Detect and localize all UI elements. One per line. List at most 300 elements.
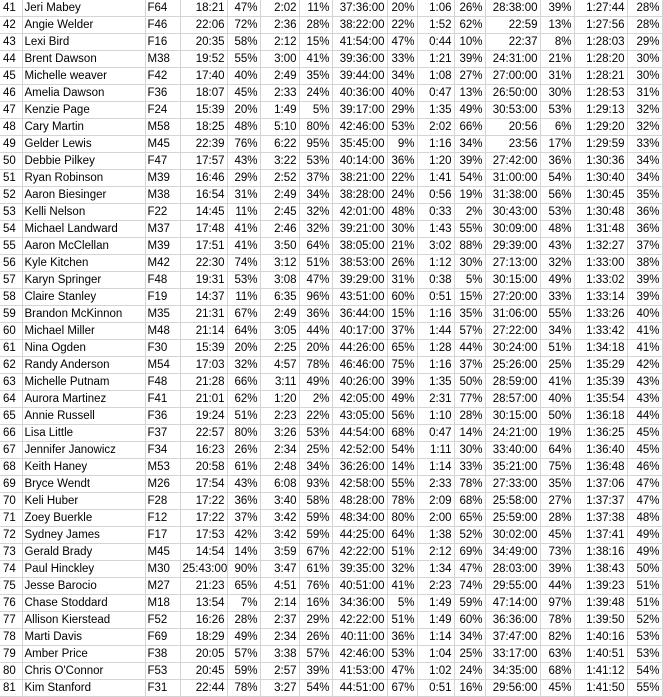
place-cell[interactable]: 49 — [0, 136, 22, 153]
t2-time-cell[interactable]: 0:44 — [417, 34, 454, 51]
bike-time-cell[interactable]: 35:45:00 — [332, 136, 387, 153]
t1-time-cell[interactable]: 3:26 — [260, 425, 299, 442]
run-pct-cell[interactable]: 45% — [540, 680, 574, 697]
run-pct-cell[interactable]: 53% — [540, 102, 574, 119]
bike-time-cell[interactable]: 38:05:00 — [332, 238, 387, 255]
place-cell[interactable]: 65 — [0, 408, 22, 425]
total-time-cell[interactable]: 1:38:16 — [574, 544, 627, 561]
t2-pct-cell[interactable]: 19% — [454, 187, 485, 204]
total-pct-cell[interactable]: 46% — [627, 459, 662, 476]
t2-time-cell[interactable]: 1:08 — [417, 68, 454, 85]
t2-time-cell[interactable]: 1:16 — [417, 357, 454, 374]
division-cell[interactable]: F16 — [145, 34, 180, 51]
place-cell[interactable]: 58 — [0, 289, 22, 306]
swim-time-cell[interactable]: 21:28 — [180, 374, 227, 391]
total-pct-cell[interactable]: 35% — [627, 187, 662, 204]
name-cell[interactable]: Amelia Dawson — [22, 85, 145, 102]
division-cell[interactable]: M35 — [145, 306, 180, 323]
name-cell[interactable]: Randy Anderson — [22, 357, 145, 374]
t2-pct-cell[interactable]: 59% — [454, 595, 485, 612]
run-time-cell[interactable]: 24:31:00 — [485, 51, 540, 68]
t2-pct-cell[interactable]: 60% — [454, 612, 485, 629]
swim-time-cell[interactable]: 21:31 — [180, 306, 227, 323]
total-pct-cell[interactable]: 28% — [627, 0, 662, 17]
bike-time-cell[interactable]: 38:22:00 — [332, 17, 387, 34]
run-pct-cell[interactable]: 28% — [540, 510, 574, 527]
t2-pct-cell[interactable]: 44% — [454, 340, 485, 357]
t1-pct-cell[interactable]: 5% — [299, 102, 332, 119]
bike-time-cell[interactable]: 41:54:00 — [332, 34, 387, 51]
t1-pct-cell[interactable]: 11% — [299, 0, 332, 17]
swim-time-cell[interactable]: 21:01 — [180, 391, 227, 408]
total-pct-cell[interactable]: 44% — [627, 408, 662, 425]
swim-pct-cell[interactable]: 65% — [227, 578, 260, 595]
name-cell[interactable]: Michelle weaver — [22, 68, 145, 85]
t2-pct-cell[interactable]: 77% — [454, 391, 485, 408]
name-cell[interactable]: Keli Huber — [22, 493, 145, 510]
swim-pct-cell[interactable]: 74% — [227, 255, 260, 272]
total-time-cell[interactable]: 1:30:36 — [574, 153, 627, 170]
name-cell[interactable]: Gelder Lewis — [22, 136, 145, 153]
bike-pct-cell[interactable]: 54% — [387, 442, 417, 459]
total-time-cell[interactable]: 1:31:48 — [574, 221, 627, 238]
place-cell[interactable]: 56 — [0, 255, 22, 272]
bike-time-cell[interactable]: 39:17:00 — [332, 102, 387, 119]
t1-pct-cell[interactable]: 35% — [299, 68, 332, 85]
name-cell[interactable]: Jesse Barocio — [22, 578, 145, 595]
place-cell[interactable]: 50 — [0, 153, 22, 170]
name-cell[interactable]: Aaron McClellan — [22, 238, 145, 255]
place-cell[interactable]: 77 — [0, 612, 22, 629]
swim-pct-cell[interactable]: 42% — [227, 527, 260, 544]
place-cell[interactable]: 68 — [0, 459, 22, 476]
run-time-cell[interactable]: 27:00:00 — [485, 68, 540, 85]
t1-pct-cell[interactable]: 64% — [299, 238, 332, 255]
name-cell[interactable]: Angie Welder — [22, 17, 145, 34]
t2-time-cell[interactable]: 2:00 — [417, 510, 454, 527]
t2-time-cell[interactable]: 1:38 — [417, 527, 454, 544]
t2-pct-cell[interactable]: 88% — [454, 238, 485, 255]
place-cell[interactable]: 75 — [0, 578, 22, 595]
division-cell[interactable]: M26 — [145, 476, 180, 493]
bike-pct-cell[interactable]: 47% — [387, 663, 417, 680]
t2-time-cell[interactable]: 1:14 — [417, 459, 454, 476]
t1-time-cell[interactable]: 6:08 — [260, 476, 299, 493]
bike-time-cell[interactable]: 37:36:00 — [332, 0, 387, 17]
t2-pct-cell[interactable]: 34% — [454, 629, 485, 646]
t2-pct-cell[interactable]: 62% — [454, 17, 485, 34]
division-cell[interactable]: M38 — [145, 51, 180, 68]
t1-pct-cell[interactable]: 76% — [299, 578, 332, 595]
bike-pct-cell[interactable]: 26% — [387, 255, 417, 272]
name-cell[interactable]: Gerald Brady — [22, 544, 145, 561]
swim-pct-cell[interactable]: 40% — [227, 68, 260, 85]
swim-time-cell[interactable]: 17:51 — [180, 238, 227, 255]
total-pct-cell[interactable]: 51% — [627, 578, 662, 595]
t2-pct-cell[interactable]: 65% — [454, 510, 485, 527]
swim-pct-cell[interactable]: 59% — [227, 663, 260, 680]
swim-time-cell[interactable]: 16:54 — [180, 187, 227, 204]
t1-pct-cell[interactable]: 24% — [299, 85, 332, 102]
swim-time-cell[interactable]: 17:48 — [180, 221, 227, 238]
run-time-cell[interactable]: 28:38:00 — [485, 0, 540, 17]
t1-time-cell[interactable]: 3:11 — [260, 374, 299, 391]
total-pct-cell[interactable]: 32% — [627, 119, 662, 136]
bike-pct-cell[interactable]: 41% — [387, 578, 417, 595]
t2-pct-cell[interactable]: 39% — [454, 153, 485, 170]
total-time-cell[interactable]: 1:29:20 — [574, 119, 627, 136]
name-cell[interactable]: Ryan Robinson — [22, 170, 145, 187]
swim-time-cell[interactable]: 22:57 — [180, 425, 227, 442]
place-cell[interactable]: 51 — [0, 170, 22, 187]
bike-pct-cell[interactable]: 56% — [387, 408, 417, 425]
t1-time-cell[interactable]: 2:45 — [260, 204, 299, 221]
swim-pct-cell[interactable]: 49% — [227, 629, 260, 646]
t1-pct-cell[interactable]: 54% — [299, 680, 332, 697]
t1-pct-cell[interactable]: 67% — [299, 544, 332, 561]
t2-time-cell[interactable]: 1:49 — [417, 595, 454, 612]
swim-pct-cell[interactable]: 11% — [227, 289, 260, 306]
t1-time-cell[interactable]: 6:35 — [260, 289, 299, 306]
t1-pct-cell[interactable]: 49% — [299, 374, 332, 391]
t2-pct-cell[interactable]: 68% — [454, 493, 485, 510]
t1-time-cell[interactable]: 2:23 — [260, 408, 299, 425]
bike-pct-cell[interactable]: 36% — [387, 629, 417, 646]
name-cell[interactable]: Cary Martin — [22, 119, 145, 136]
bike-pct-cell[interactable]: 31% — [387, 272, 417, 289]
t1-pct-cell[interactable]: 61% — [299, 561, 332, 578]
bike-time-cell[interactable]: 43:05:00 — [332, 408, 387, 425]
swim-pct-cell[interactable]: 67% — [227, 306, 260, 323]
bike-time-cell[interactable]: 41:53:00 — [332, 663, 387, 680]
division-cell[interactable]: F24 — [145, 102, 180, 119]
t1-time-cell[interactable]: 2:34 — [260, 629, 299, 646]
swim-time-cell[interactable]: 20:35 — [180, 34, 227, 51]
t2-time-cell[interactable]: 0:47 — [417, 425, 454, 442]
t1-time-cell[interactable]: 3:08 — [260, 272, 299, 289]
swim-time-cell[interactable]: 20:45 — [180, 663, 227, 680]
run-pct-cell[interactable]: 39% — [540, 561, 574, 578]
t1-time-cell[interactable]: 3:12 — [260, 255, 299, 272]
run-time-cell[interactable]: 31:00:00 — [485, 170, 540, 187]
total-pct-cell[interactable]: 30% — [627, 51, 662, 68]
division-cell[interactable]: M38 — [145, 187, 180, 204]
t1-time-cell[interactable]: 2:14 — [260, 595, 299, 612]
run-pct-cell[interactable]: 75% — [540, 459, 574, 476]
name-cell[interactable]: Aurora Martinez — [22, 391, 145, 408]
t1-time-cell[interactable]: 2:57 — [260, 663, 299, 680]
swim-pct-cell[interactable]: 57% — [227, 646, 260, 663]
run-pct-cell[interactable]: 82% — [540, 629, 574, 646]
division-cell[interactable]: F46 — [145, 17, 180, 34]
run-pct-cell[interactable]: 36% — [540, 153, 574, 170]
swim-time-cell[interactable]: 17:22 — [180, 493, 227, 510]
total-time-cell[interactable]: 1:33:00 — [574, 255, 627, 272]
t1-pct-cell[interactable]: 51% — [299, 255, 332, 272]
bike-pct-cell[interactable]: 65% — [387, 340, 417, 357]
place-cell[interactable]: 52 — [0, 187, 22, 204]
division-cell[interactable]: F37 — [145, 425, 180, 442]
swim-pct-cell[interactable]: 11% — [227, 204, 260, 221]
bike-pct-cell[interactable]: 53% — [387, 119, 417, 136]
run-time-cell[interactable]: 35:21:00 — [485, 459, 540, 476]
run-pct-cell[interactable]: 8% — [540, 34, 574, 51]
swim-time-cell[interactable]: 22:06 — [180, 17, 227, 34]
run-time-cell[interactable]: 31:06:00 — [485, 306, 540, 323]
name-cell[interactable]: Nina Ogden — [22, 340, 145, 357]
division-cell[interactable]: F31 — [145, 680, 180, 697]
bike-pct-cell[interactable]: 67% — [387, 680, 417, 697]
name-cell[interactable]: Keith Haney — [22, 459, 145, 476]
total-pct-cell[interactable]: 53% — [627, 629, 662, 646]
swim-time-cell[interactable]: 25:43:00 — [180, 561, 227, 578]
division-cell[interactable]: M39 — [145, 170, 180, 187]
t1-time-cell[interactable]: 3:42 — [260, 510, 299, 527]
swim-pct-cell[interactable]: 37% — [227, 510, 260, 527]
t1-pct-cell[interactable]: 15% — [299, 34, 332, 51]
total-time-cell[interactable]: 1:37:37 — [574, 493, 627, 510]
total-pct-cell[interactable]: 39% — [627, 289, 662, 306]
total-pct-cell[interactable]: 33% — [627, 136, 662, 153]
total-pct-cell[interactable]: 34% — [627, 153, 662, 170]
swim-time-cell[interactable]: 16:46 — [180, 170, 227, 187]
division-cell[interactable]: F52 — [145, 612, 180, 629]
t1-pct-cell[interactable]: 53% — [299, 425, 332, 442]
t1-time-cell[interactable]: 2:33 — [260, 85, 299, 102]
name-cell[interactable]: Kelli Nelson — [22, 204, 145, 221]
run-time-cell[interactable]: 28:59:00 — [485, 374, 540, 391]
swim-pct-cell[interactable]: 26% — [227, 442, 260, 459]
name-cell[interactable]: Michelle Putnam — [22, 374, 145, 391]
run-time-cell[interactable]: 36:36:00 — [485, 612, 540, 629]
t1-pct-cell[interactable]: 32% — [299, 221, 332, 238]
division-cell[interactable]: F36 — [145, 85, 180, 102]
t1-pct-cell[interactable]: 26% — [299, 629, 332, 646]
place-cell[interactable]: 59 — [0, 306, 22, 323]
swim-time-cell[interactable]: 16:23 — [180, 442, 227, 459]
total-time-cell[interactable]: 1:28:03 — [574, 34, 627, 51]
swim-time-cell[interactable]: 17:22 — [180, 510, 227, 527]
t1-time-cell[interactable]: 3:40 — [260, 493, 299, 510]
t2-pct-cell[interactable]: 39% — [454, 51, 485, 68]
total-pct-cell[interactable]: 45% — [627, 442, 662, 459]
t1-time-cell[interactable]: 2:49 — [260, 68, 299, 85]
run-pct-cell[interactable]: 97% — [540, 595, 574, 612]
t1-time-cell[interactable]: 3:27 — [260, 680, 299, 697]
t2-time-cell[interactable]: 1:35 — [417, 102, 454, 119]
t2-pct-cell[interactable]: 10% — [454, 34, 485, 51]
division-cell[interactable]: M27 — [145, 578, 180, 595]
t2-time-cell[interactable]: 0:38 — [417, 272, 454, 289]
place-cell[interactable]: 55 — [0, 238, 22, 255]
run-pct-cell[interactable]: 17% — [540, 136, 574, 153]
bike-time-cell[interactable]: 42:46:00 — [332, 646, 387, 663]
name-cell[interactable]: Debbie Pilkey — [22, 153, 145, 170]
run-time-cell[interactable]: 47:14:00 — [485, 595, 540, 612]
place-cell[interactable]: 46 — [0, 85, 22, 102]
run-time-cell[interactable]: 30:43:00 — [485, 204, 540, 221]
division-cell[interactable]: F48 — [145, 374, 180, 391]
bike-time-cell[interactable]: 44:26:00 — [332, 340, 387, 357]
place-cell[interactable]: 47 — [0, 102, 22, 119]
total-time-cell[interactable]: 1:41:12 — [574, 663, 627, 680]
bike-time-cell[interactable]: 44:51:00 — [332, 680, 387, 697]
total-time-cell[interactable]: 1:39:48 — [574, 595, 627, 612]
total-time-cell[interactable]: 1:40:51 — [574, 646, 627, 663]
bike-pct-cell[interactable]: 55% — [387, 476, 417, 493]
name-cell[interactable]: Kim Stanford — [22, 680, 145, 697]
bike-time-cell[interactable]: 39:44:00 — [332, 68, 387, 85]
t1-time-cell[interactable]: 2:48 — [260, 459, 299, 476]
swim-pct-cell[interactable]: 41% — [227, 238, 260, 255]
run-pct-cell[interactable]: 53% — [540, 204, 574, 221]
run-time-cell[interactable]: 30:24:00 — [485, 340, 540, 357]
t1-time-cell[interactable]: 2:02 — [260, 0, 299, 17]
place-cell[interactable]: 74 — [0, 561, 22, 578]
bike-time-cell[interactable]: 42:05:00 — [332, 391, 387, 408]
run-time-cell[interactable]: 22:37 — [485, 34, 540, 51]
t2-time-cell[interactable]: 1:52 — [417, 17, 454, 34]
total-time-cell[interactable]: 1:35:39 — [574, 374, 627, 391]
name-cell[interactable]: Michael Landward — [22, 221, 145, 238]
bike-pct-cell[interactable]: 9% — [387, 136, 417, 153]
bike-pct-cell[interactable]: 24% — [387, 187, 417, 204]
t1-pct-cell[interactable]: 41% — [299, 51, 332, 68]
bike-time-cell[interactable]: 40:51:00 — [332, 578, 387, 595]
t1-pct-cell[interactable]: 36% — [299, 306, 332, 323]
run-time-cell[interactable]: 29:55:00 — [485, 578, 540, 595]
total-time-cell[interactable]: 1:29:13 — [574, 102, 627, 119]
run-time-cell[interactable]: 33:17:00 — [485, 646, 540, 663]
total-time-cell[interactable]: 1:34:18 — [574, 340, 627, 357]
bike-pct-cell[interactable]: 80% — [387, 510, 417, 527]
total-time-cell[interactable]: 1:37:38 — [574, 510, 627, 527]
run-pct-cell[interactable]: 35% — [540, 476, 574, 493]
swim-time-cell[interactable]: 18:21 — [180, 0, 227, 17]
t1-time-cell[interactable]: 5:10 — [260, 119, 299, 136]
run-pct-cell[interactable]: 31% — [540, 68, 574, 85]
t2-time-cell[interactable]: 0:47 — [417, 85, 454, 102]
t1-pct-cell[interactable]: 58% — [299, 493, 332, 510]
run-time-cell[interactable]: 28:57:00 — [485, 391, 540, 408]
total-pct-cell[interactable]: 54% — [627, 663, 662, 680]
total-time-cell[interactable]: 1:28:20 — [574, 51, 627, 68]
total-time-cell[interactable]: 1:38:43 — [574, 561, 627, 578]
name-cell[interactable]: Brent Dawson — [22, 51, 145, 68]
place-cell[interactable]: 45 — [0, 68, 22, 85]
total-time-cell[interactable]: 1:36:18 — [574, 408, 627, 425]
total-time-cell[interactable]: 1:30:48 — [574, 204, 627, 221]
division-cell[interactable]: M18 — [145, 595, 180, 612]
division-cell[interactable]: F30 — [145, 340, 180, 357]
t1-pct-cell[interactable]: 80% — [299, 119, 332, 136]
swim-pct-cell[interactable]: 20% — [227, 340, 260, 357]
total-pct-cell[interactable]: 36% — [627, 204, 662, 221]
bike-pct-cell[interactable]: 51% — [387, 612, 417, 629]
division-cell[interactable]: F34 — [145, 442, 180, 459]
t1-pct-cell[interactable]: 39% — [299, 663, 332, 680]
bike-time-cell[interactable]: 39:35:00 — [332, 561, 387, 578]
run-pct-cell[interactable]: 73% — [540, 544, 574, 561]
run-time-cell[interactable]: 27:20:00 — [485, 289, 540, 306]
t2-time-cell[interactable]: 0:51 — [417, 289, 454, 306]
division-cell[interactable]: F47 — [145, 153, 180, 170]
total-time-cell[interactable]: 1:30:45 — [574, 187, 627, 204]
t2-time-cell[interactable]: 1:14 — [417, 629, 454, 646]
total-pct-cell[interactable]: 49% — [627, 527, 662, 544]
name-cell[interactable]: Bryce Wendt — [22, 476, 145, 493]
bike-time-cell[interactable]: 39:36:00 — [332, 51, 387, 68]
total-time-cell[interactable]: 1:27:56 — [574, 17, 627, 34]
t1-pct-cell[interactable]: 93% — [299, 476, 332, 493]
run-pct-cell[interactable]: 25% — [540, 357, 574, 374]
swim-pct-cell[interactable]: 28% — [227, 612, 260, 629]
total-pct-cell[interactable]: 41% — [627, 323, 662, 340]
total-pct-cell[interactable]: 41% — [627, 340, 662, 357]
name-cell[interactable]: Marti Davis — [22, 629, 145, 646]
total-pct-cell[interactable]: 36% — [627, 221, 662, 238]
t2-time-cell[interactable]: 2:23 — [417, 578, 454, 595]
division-cell[interactable]: F17 — [145, 527, 180, 544]
total-time-cell[interactable]: 1:39:23 — [574, 578, 627, 595]
bike-time-cell[interactable]: 40:11:00 — [332, 629, 387, 646]
t2-pct-cell[interactable]: 16% — [454, 680, 485, 697]
bike-pct-cell[interactable]: 60% — [387, 289, 417, 306]
swim-time-cell[interactable]: 22:39 — [180, 136, 227, 153]
t2-pct-cell[interactable]: 47% — [454, 561, 485, 578]
total-pct-cell[interactable]: 38% — [627, 255, 662, 272]
division-cell[interactable]: F22 — [145, 204, 180, 221]
bike-pct-cell[interactable]: 34% — [387, 68, 417, 85]
t2-time-cell[interactable]: 1:43 — [417, 221, 454, 238]
swim-pct-cell[interactable]: 80% — [227, 425, 260, 442]
swim-pct-cell[interactable]: 51% — [227, 408, 260, 425]
run-pct-cell[interactable]: 6% — [540, 119, 574, 136]
t1-pct-cell[interactable]: 47% — [299, 272, 332, 289]
bike-time-cell[interactable]: 40:17:00 — [332, 323, 387, 340]
swim-pct-cell[interactable]: 43% — [227, 153, 260, 170]
run-time-cell[interactable]: 27:22:00 — [485, 323, 540, 340]
t2-time-cell[interactable]: 2:02 — [417, 119, 454, 136]
name-cell[interactable]: Allison Kierstead — [22, 612, 145, 629]
t2-pct-cell[interactable]: 26% — [454, 0, 485, 17]
run-time-cell[interactable]: 25:58:00 — [485, 493, 540, 510]
place-cell[interactable]: 63 — [0, 374, 22, 391]
run-time-cell[interactable]: 23:56 — [485, 136, 540, 153]
t1-pct-cell[interactable]: 78% — [299, 357, 332, 374]
bike-time-cell[interactable]: 36:26:00 — [332, 459, 387, 476]
run-time-cell[interactable]: 34:35:00 — [485, 663, 540, 680]
swim-pct-cell[interactable]: 31% — [227, 187, 260, 204]
swim-pct-cell[interactable]: 72% — [227, 17, 260, 34]
swim-time-cell[interactable]: 15:39 — [180, 340, 227, 357]
division-cell[interactable]: M45 — [145, 544, 180, 561]
t2-pct-cell[interactable]: 69% — [454, 544, 485, 561]
t2-time-cell[interactable]: 2:09 — [417, 493, 454, 510]
place-cell[interactable]: 54 — [0, 221, 22, 238]
total-pct-cell[interactable]: 43% — [627, 374, 662, 391]
total-pct-cell[interactable]: 52% — [627, 612, 662, 629]
run-pct-cell[interactable]: 39% — [540, 0, 574, 17]
swim-pct-cell[interactable]: 32% — [227, 357, 260, 374]
name-cell[interactable]: Chase Stoddard — [22, 595, 145, 612]
t1-pct-cell[interactable]: 53% — [299, 153, 332, 170]
t1-pct-cell[interactable]: 59% — [299, 527, 332, 544]
t2-pct-cell[interactable]: 35% — [454, 306, 485, 323]
total-time-cell[interactable]: 1:30:40 — [574, 170, 627, 187]
run-pct-cell[interactable]: 49% — [540, 272, 574, 289]
division-cell[interactable]: F38 — [145, 646, 180, 663]
